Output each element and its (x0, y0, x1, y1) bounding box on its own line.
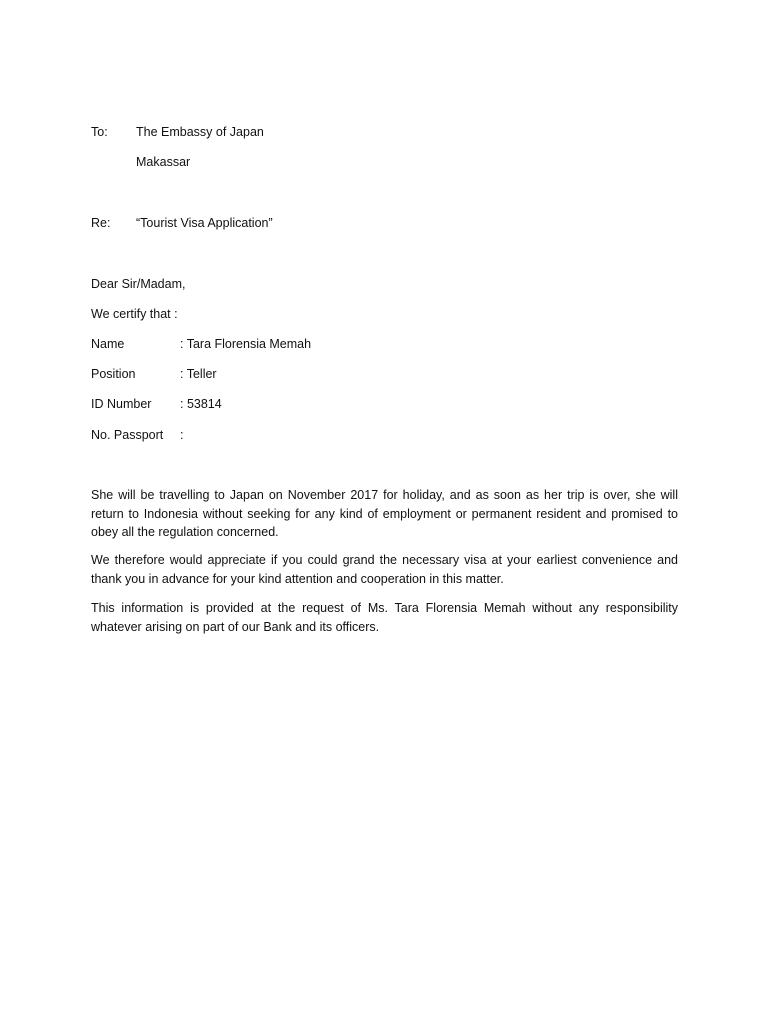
body-paragraph-disclaimer: This information is provided at the request of Ms. Tara Florensia Memah without any responsibility whatever arising on part of our Bank and its officers. (91, 601, 678, 634)
field-value-passport: : (180, 428, 184, 442)
field-label-position: Position (91, 367, 136, 381)
to-label: To: (91, 125, 108, 139)
field-label-id-number: ID Number (91, 397, 152, 411)
salutation: Dear Sir/Madam, (91, 277, 186, 291)
field-value-position: : Teller (180, 367, 217, 381)
subject-text: “Tourist Visa Application” (136, 216, 273, 230)
recipient-city: Makassar (136, 155, 191, 169)
field-label-passport: No. Passport (91, 428, 164, 442)
recipient-name: The Embassy of Japan (136, 125, 264, 139)
field-value-id-number: : 53814 (180, 397, 222, 411)
field-value-name: : Tara Florensia Memah (180, 337, 312, 351)
re-label: Re: (91, 216, 111, 230)
body-paragraph-request: We therefore would appreciate if you could grand the necessary visa at your earliest convenience and thank you in advance for your kind attention and cooperation in this matter. (91, 553, 678, 586)
field-label-name: Name (91, 337, 125, 351)
certify-line: We certify that : (91, 307, 178, 321)
body-paragraph-travel: She will be travelling to Japan on November 2017 for holiday, and as soon as her trip is over, she will return to Indonesia without seeking for any kind of employment or permanent resident and promised to obey all the regulation concerned. (91, 488, 678, 539)
